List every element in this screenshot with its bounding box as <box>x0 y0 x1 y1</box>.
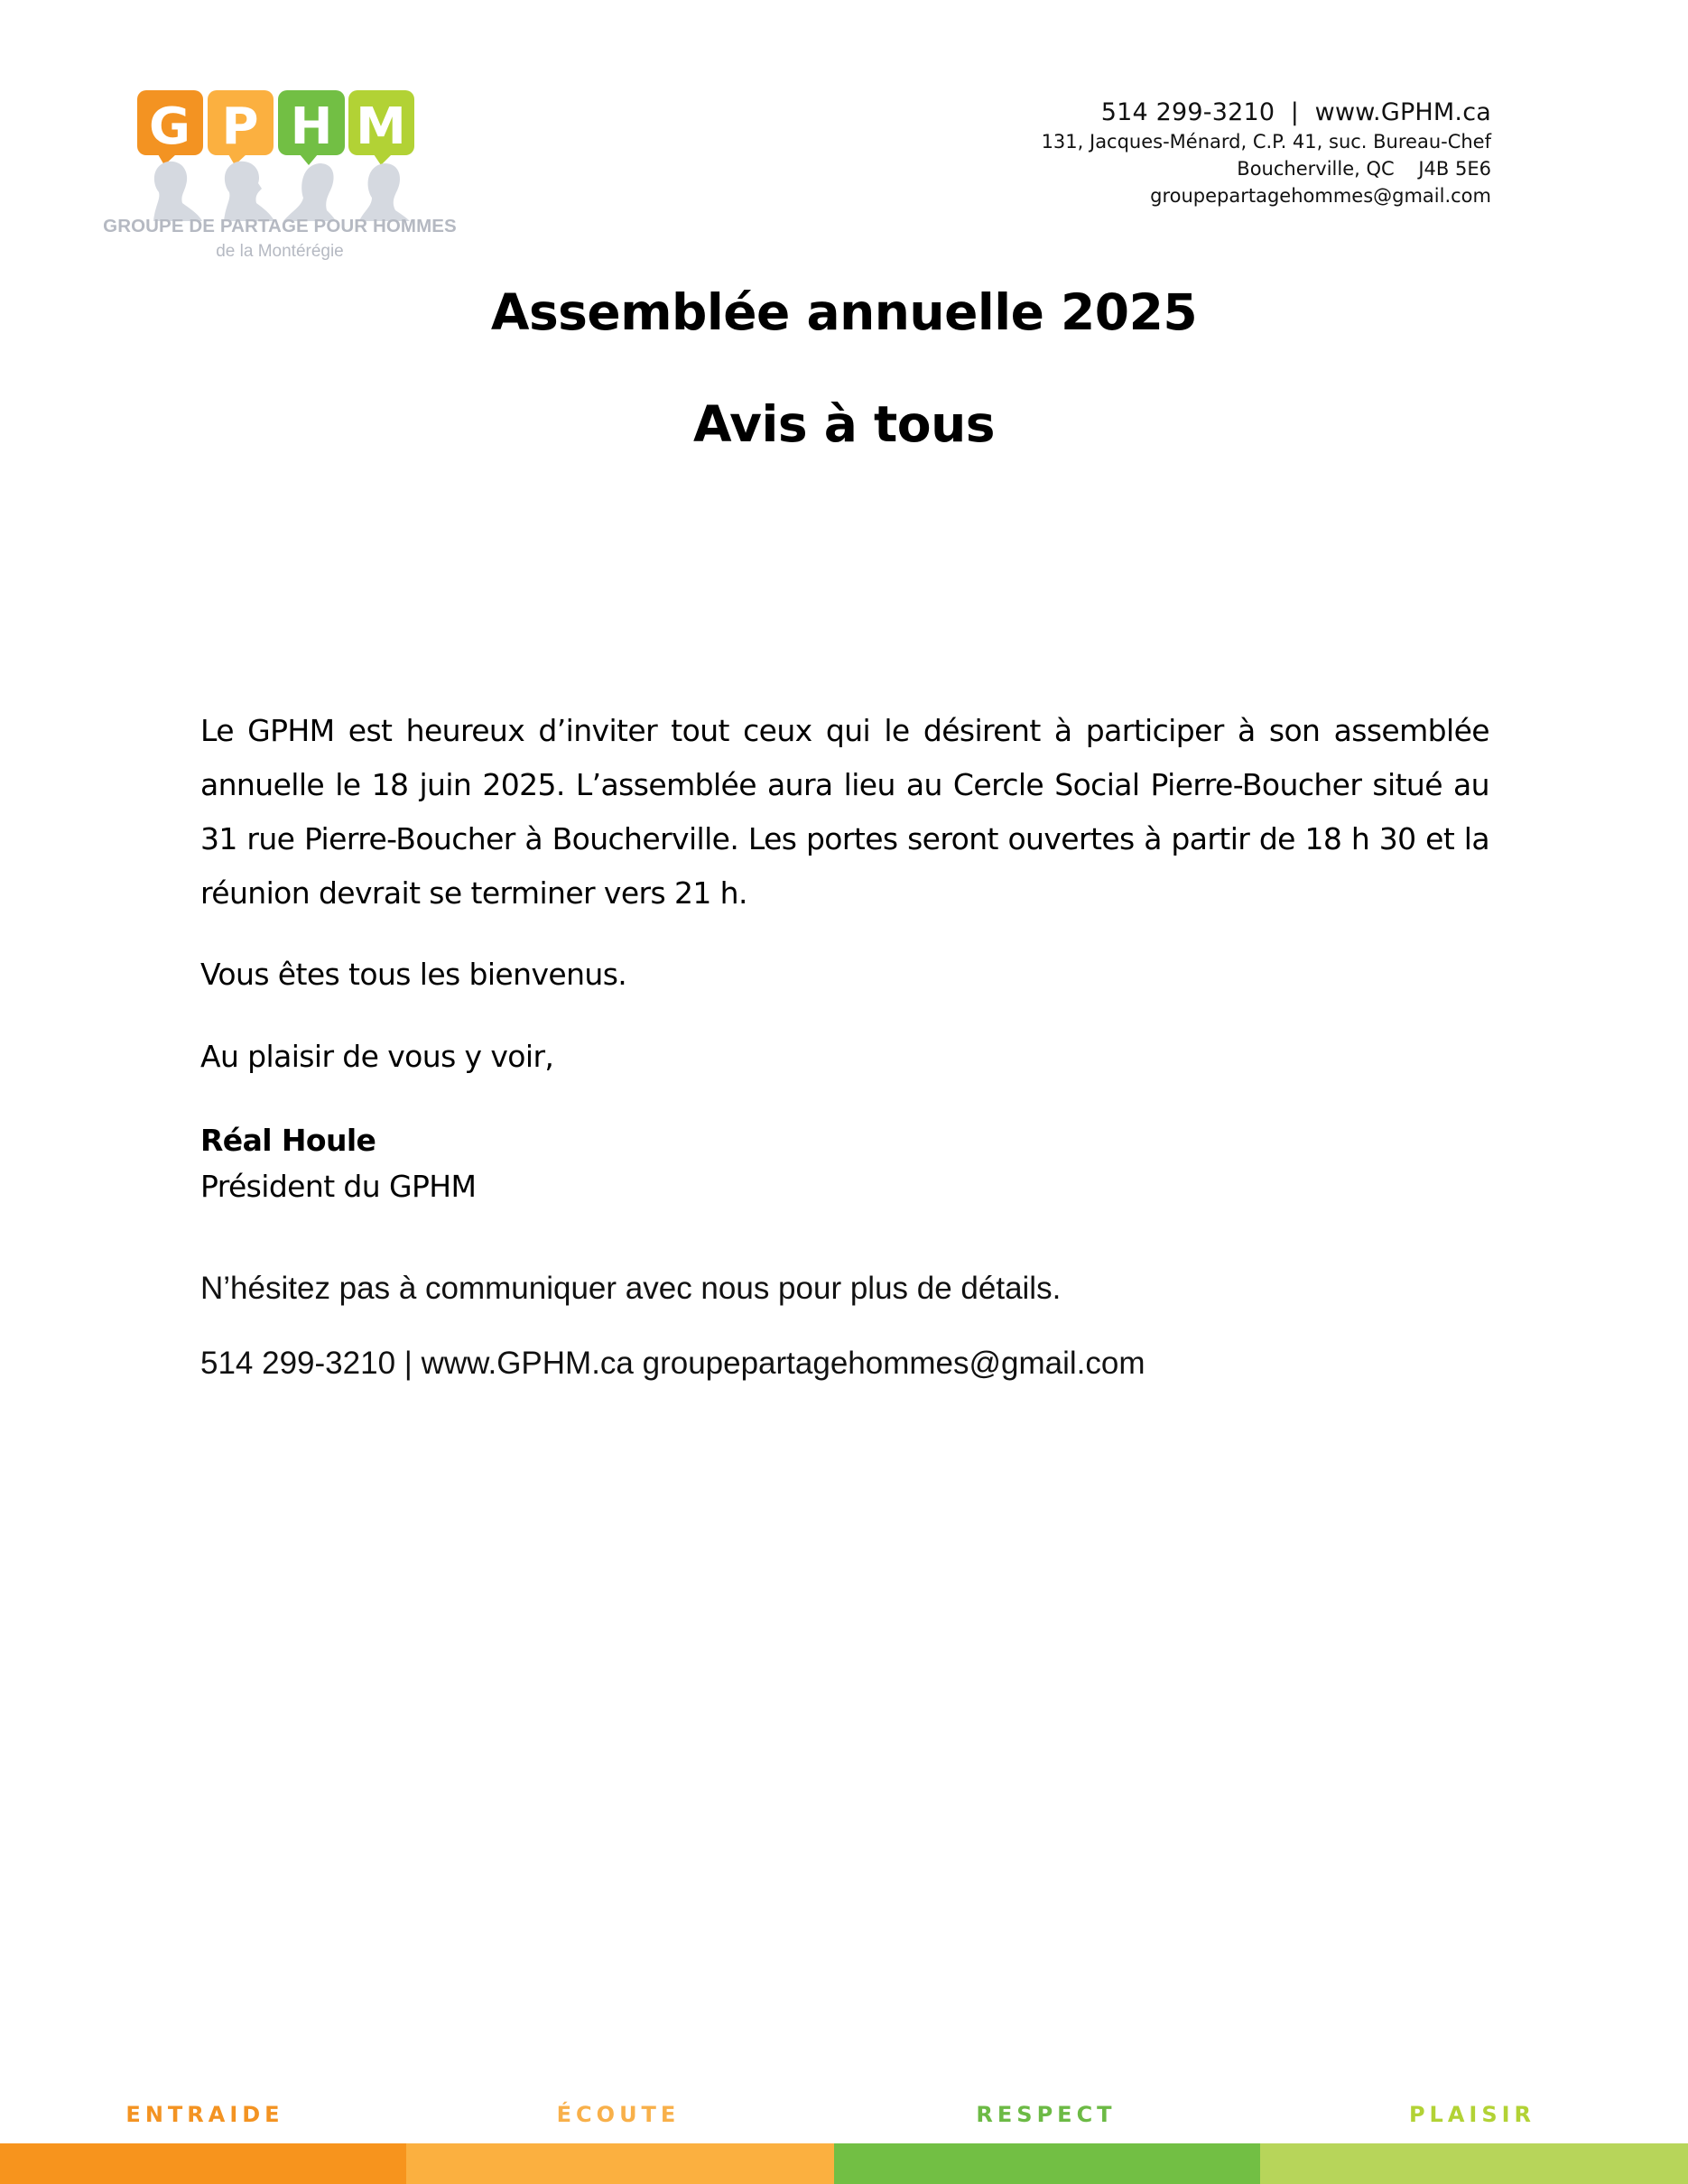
logo-region: de la Montérégie <box>216 242 344 261</box>
value-label-ecoute: ÉCOUTE <box>556 2102 681 2127</box>
welcome-line: Vous êtes tous les bienvenus. <box>200 957 627 992</box>
bar-segment-ecoute <box>406 2143 834 2184</box>
footer-values <box>0 2101 1688 2128</box>
contact-header <box>1042 97 1491 209</box>
invitation-paragraph: Le GPHM est heureux d’inviter tout ceux qui le désirent à participer à son assemblée annuelle le 18 juin 2025. L’assemblée aura lieu au Cercle Social Pierre-Boucher situé au 31 rue Pierre-Boucher à Boucherville. Les portes seront ouvertes à partir de 18 h 30 et la réunion devrait se terminer vers 21 h. <box>200 713 1489 911</box>
bar-segment-respect <box>834 2143 1260 2184</box>
logo-letter-p: P <box>221 97 259 156</box>
gphm-logo <box>90 86 469 266</box>
head-silhouettes-icon <box>153 162 410 221</box>
logo-organization-name: GROUPE DE PARTAGE POUR HOMMES <box>103 216 457 236</box>
bar-segment-plaisir <box>1260 2143 1688 2184</box>
footer-color-bar <box>0 2143 1688 2184</box>
bar-segment-entraide <box>0 2143 406 2184</box>
contact-note: N’hésitez pas à communiquer avec nous pour plus de détails. <box>200 1271 1062 1306</box>
signer-name: Réal Houle <box>200 1123 376 1158</box>
signer-title: Président du GPHM <box>200 1169 477 1204</box>
header-phone-website: 514 299-3210 | www.GPHM.ca <box>1100 98 1491 126</box>
value-label-entraide: ENTRAIDE <box>125 2102 284 2127</box>
contact-line: 514 299-3210 | www.GPHM.ca groupepartagehommes@gmail.com <box>200 1346 1145 1381</box>
header-address-line1: 131, Jacques-Ménard, C.P. 41, suc. Bureau-Chef <box>1041 131 1491 153</box>
closing-line: Au plaisir de vous y voir, <box>200 1039 554 1074</box>
logo-letter-m: M <box>356 97 406 156</box>
logo-letter-g: G <box>149 97 190 156</box>
value-label-respect: RESPECT <box>976 2102 1117 2127</box>
header-address-line2: Boucherville, QC J4B 5E6 <box>1237 158 1491 180</box>
document-title: Assemblée annuelle 2025 <box>490 283 1198 341</box>
document-subtitle: Avis à tous <box>693 395 995 453</box>
logo-letter-h: H <box>290 97 333 156</box>
logo-graphic <box>90 86 469 230</box>
value-label-plaisir: PLAISIR <box>1408 2102 1536 2127</box>
header-email: groupepartagehommes@gmail.com <box>1150 185 1491 207</box>
